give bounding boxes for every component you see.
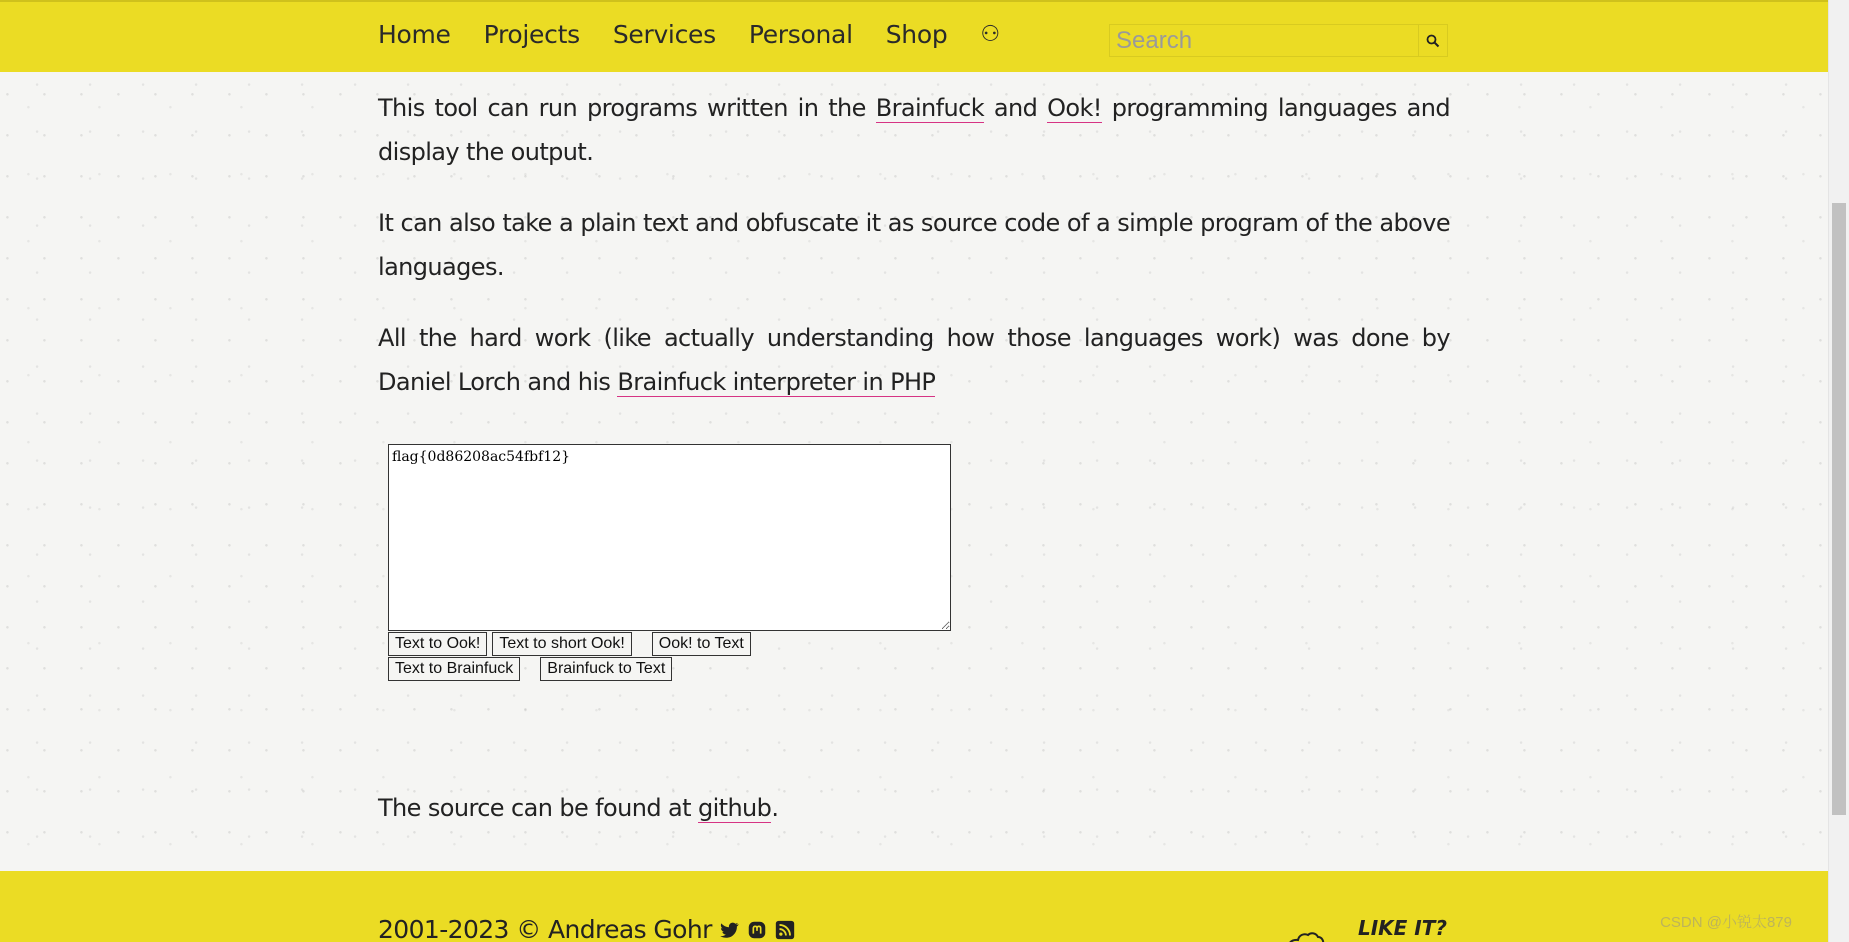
source-text: The source can be found at <box>378 794 698 822</box>
ook-link[interactable]: Ook! <box>1047 94 1102 122</box>
footer <box>0 871 1828 942</box>
nav-projects[interactable]: Projects <box>483 20 580 49</box>
main-content <box>378 86 1450 431</box>
search-icon <box>1426 34 1440 48</box>
intro-paragraph-1 <box>378 86 1450 174</box>
button-row-2 <box>388 657 951 681</box>
scrollbar-thumb[interactable] <box>1832 203 1846 815</box>
intro-text: and <box>984 94 1048 122</box>
copyright-text: 2001-2023 © Andreas Gohr <box>378 915 712 942</box>
text-to-ook-button[interactable]: Text to Ook! <box>388 632 487 656</box>
source-note <box>378 786 778 830</box>
source-text: . <box>771 794 779 822</box>
nav-personal[interactable]: Personal <box>748 20 853 49</box>
twitter-icon[interactable] <box>718 919 740 941</box>
text-to-brainfuck-button[interactable]: Text to Brainfuck <box>388 657 520 681</box>
ook-tool <box>388 444 951 681</box>
mastodon-icon[interactable] <box>746 919 768 941</box>
vertical-scrollbar[interactable] <box>1828 0 1849 942</box>
intro-paragraph-3 <box>378 316 1450 404</box>
ook-to-text-button[interactable]: Ook! to Text <box>652 632 751 656</box>
brainfuck-link[interactable]: Brainfuck <box>875 94 984 122</box>
csdn-watermark: CSDN @小锐太879 <box>1660 914 1792 931</box>
like-it-label: LIKE IT? <box>1358 916 1447 940</box>
intro-text: programming languages and display the output. <box>378 94 1451 166</box>
intro-text: This tool can run programs written in the <box>378 94 876 122</box>
github-link[interactable]: github <box>697 794 772 822</box>
main-nav <box>378 20 1000 49</box>
nav-shop[interactable]: Shop <box>885 20 948 49</box>
text-to-short-ook-button[interactable]: Text to short Ook! <box>492 632 631 656</box>
button-row-1 <box>388 632 951 656</box>
nav-home[interactable]: Home <box>378 20 451 49</box>
footer-copyright <box>378 915 796 942</box>
nav-services[interactable]: Services <box>612 20 716 49</box>
rss-icon[interactable] <box>774 919 796 941</box>
like-it-doodle[interactable] <box>1282 913 1462 942</box>
code-textarea[interactable] <box>388 444 951 631</box>
brainfuck-to-text-button[interactable]: Brainfuck to Text <box>540 657 672 681</box>
dice-icon[interactable]: ⚇ <box>980 21 1000 47</box>
intro-paragraph-2: It can also take a plain text and obfuscate it as source code of a simple program of the above languages. <box>378 209 1450 281</box>
search-input[interactable] <box>1109 24 1419 57</box>
search-form <box>1109 24 1448 57</box>
search-button[interactable] <box>1419 24 1448 57</box>
interpreter-link[interactable]: Brainfuck interpreter in PHP <box>617 368 936 396</box>
intro-text: All the hard work (like actually understanding how those languages work) was done by Daniel Lorch and his <box>378 324 1450 396</box>
top-navigation-bar <box>0 0 1828 72</box>
